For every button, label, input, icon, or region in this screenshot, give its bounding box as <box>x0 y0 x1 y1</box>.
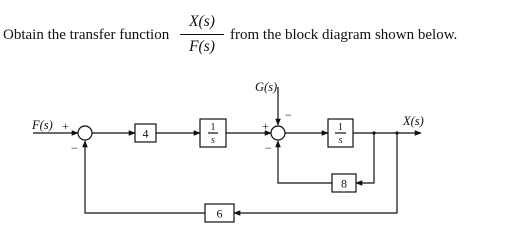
output-takeoff-point <box>395 131 398 134</box>
sum2-plus-sign: + <box>262 119 269 133</box>
input-label: F(s) <box>32 118 53 132</box>
sum1-plus-sign: + <box>62 119 69 133</box>
summing-junction-2 <box>271 126 285 140</box>
question-prefix: Obtain the transfer function <box>3 27 170 43</box>
outer-feedback-pick-line <box>234 133 397 213</box>
gain-6-label: 6 <box>216 206 223 221</box>
integrator1-denominator: s <box>211 135 215 146</box>
question-suffix: from the block diagram shown below. <box>230 27 458 43</box>
inner-takeoff-point <box>372 131 375 134</box>
summing-junction-1 <box>78 126 92 140</box>
inner-feedback-return-line <box>278 141 332 183</box>
sum2-minus-bottom-sign: − <box>265 141 272 155</box>
disturbance-label: G(s) <box>255 80 278 94</box>
fraction-numerator: X(s) <box>189 13 215 30</box>
integrator1-numerator: 1 <box>210 122 216 133</box>
sum1-minus-sign: − <box>71 141 78 155</box>
fraction-denominator: F(s) <box>189 38 215 56</box>
gain-4-label: 4 <box>142 126 149 141</box>
outer-feedback-return-line <box>85 141 205 213</box>
output-label: X(s) <box>403 114 424 128</box>
integrator2-denominator: s <box>338 135 343 146</box>
integrator2-numerator: 1 <box>338 122 343 133</box>
inner-feedback-pick-line <box>356 133 374 183</box>
gain-8-label: 8 <box>341 176 347 191</box>
sum2-minus-top-sign: − <box>285 108 292 122</box>
